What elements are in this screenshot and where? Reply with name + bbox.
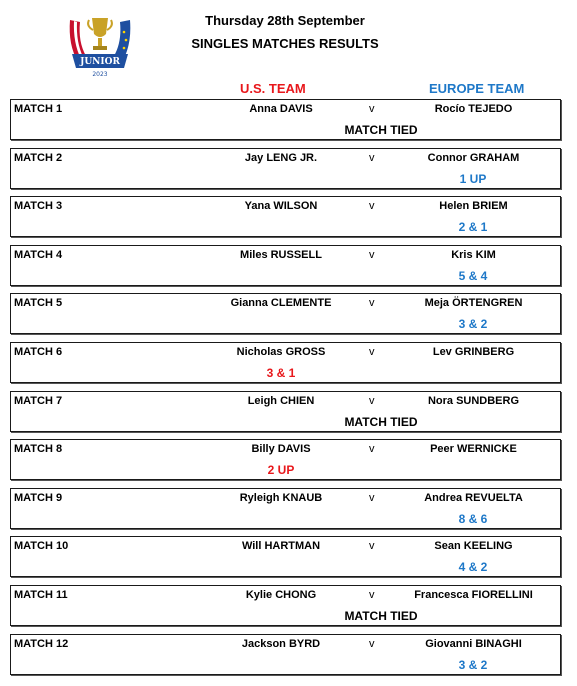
- europe-player: Connor GRAHAM: [427, 151, 520, 164]
- match-row: [10, 585, 561, 626]
- match-row: [10, 536, 561, 577]
- logo-year: 2023: [92, 71, 108, 78]
- match-label: MATCH 3: [14, 200, 63, 213]
- us-player: Will HARTMAN: [241, 540, 321, 553]
- match-label: MATCH 12: [14, 637, 69, 650]
- match-label: MATCH 1: [14, 103, 63, 115]
- match-row: [10, 634, 561, 675]
- match-row: [10, 245, 561, 286]
- europe-player: Giovanni BINAGHI: [425, 637, 522, 650]
- versus-label: v: [369, 345, 375, 358]
- europe-player: Nora SUNDBERG: [427, 394, 520, 407]
- match-label: MATCH 4: [14, 248, 63, 261]
- europe-team-heading: EUROPE TEAM: [429, 81, 525, 96]
- europe-player: Helen BRIEM: [439, 200, 508, 213]
- versus-label: v: [369, 588, 375, 601]
- match-result: 3 & 2: [458, 657, 488, 672]
- match-result: 8 & 6: [458, 511, 488, 526]
- header-title: SINGLES MATCHES RESULTS: [191, 36, 379, 51]
- us-player: Gianna CLEMENTE: [230, 297, 332, 310]
- europe-player: Sean KEELING: [434, 540, 513, 553]
- us-player: Nicholas GROSS: [236, 345, 326, 358]
- match-result: 5 & 4: [458, 268, 488, 283]
- europe-player: Andrea REVUELTA: [424, 491, 523, 504]
- versus-label: v: [369, 200, 375, 213]
- match-label: MATCH 11: [14, 588, 68, 601]
- match-row: [10, 342, 561, 383]
- europe-player: Kris KIM: [451, 248, 496, 261]
- us-player: Leigh CHIEN: [247, 394, 315, 407]
- match-label: MATCH 9: [14, 491, 63, 504]
- europe-player: Lev GRINBERG: [432, 345, 515, 358]
- us-player: Jay LENG JR.: [244, 151, 318, 164]
- us-player: Miles RUSSELL: [240, 248, 322, 261]
- match-result: 1 UP: [459, 171, 487, 186]
- matches-list: [10, 99, 561, 682]
- europe-player: Peer WERNICKE: [430, 443, 517, 456]
- europe-player: Francesca FIORELLINI: [414, 588, 533, 601]
- versus-label: v: [369, 443, 375, 456]
- match-result: 3 & 1: [266, 365, 296, 380]
- versus-label: v: [369, 297, 375, 310]
- us-player: Billy DAVIS: [251, 443, 311, 456]
- us-player: Yana WILSON: [244, 200, 318, 213]
- match-label: MATCH 10: [14, 540, 69, 553]
- versus-label: v: [369, 151, 375, 164]
- match-result: 2 UP: [267, 463, 295, 478]
- us-player: Kylie CHONG: [245, 588, 317, 601]
- us-player: Ryleigh KNAUB: [239, 491, 323, 504]
- match-result: MATCH TIED: [344, 123, 418, 137]
- match-label: MATCH 2: [14, 151, 63, 164]
- match-row: [10, 439, 561, 480]
- versus-label: v: [369, 637, 375, 650]
- match-label: MATCH 8: [14, 443, 63, 456]
- us-team-heading: U.S. TEAM: [240, 81, 306, 96]
- us-player: Anna DAVIS: [249, 103, 313, 115]
- versus-label: v: [369, 103, 375, 115]
- header-date: Thursday 28th September: [205, 13, 365, 28]
- match-label: MATCH 7: [14, 394, 63, 407]
- versus-label: v: [369, 394, 375, 407]
- us-player: Jackson BYRD: [241, 637, 321, 650]
- versus-label: v: [369, 248, 375, 261]
- match-result: 4 & 2: [458, 560, 488, 575]
- match-result: 2 & 1: [458, 220, 488, 235]
- europe-player: Rocío TEJEDO: [434, 103, 513, 115]
- match-label: MATCH 5: [14, 297, 63, 310]
- versus-label: v: [369, 491, 375, 504]
- ryder-cup-junior-logo: [60, 10, 140, 80]
- match-result: 3 & 2: [458, 317, 488, 332]
- match-label: MATCH 6: [14, 345, 63, 358]
- match-row: [10, 488, 561, 529]
- match-result: MATCH TIED: [344, 608, 418, 623]
- match-row: [10, 196, 561, 237]
- match-row: [10, 99, 561, 140]
- logo-text: JUNIOR: [80, 57, 120, 67]
- match-row: [10, 391, 561, 432]
- match-result: MATCH TIED: [344, 414, 418, 429]
- europe-player: Meja ÖRTENGREN: [424, 297, 523, 310]
- match-row: [10, 148, 561, 189]
- match-row: [10, 293, 561, 334]
- versus-label: v: [369, 540, 375, 553]
